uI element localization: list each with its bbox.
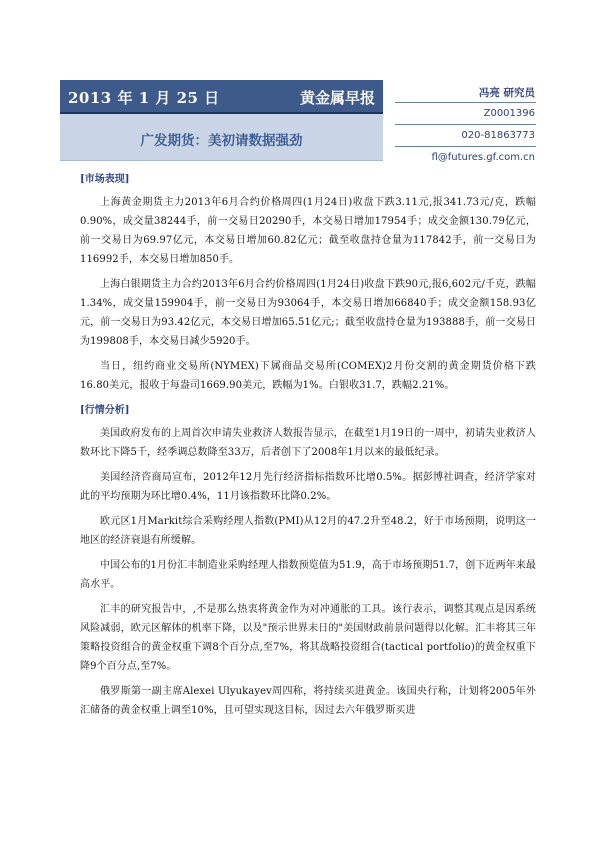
paragraph: 上海白银期货主力合约2013年6月合约价格周四(1月24日)收盘下跌90元,报6,602元/千克，跌幅1.34%，成交量159904手，前一交易日为93064手，本交易日增加66840手；成交金额158.93亿元，前一交易日为93.42亿元，本交易日增加65.51亿元;；截至收盘持仓量为193888手，前一交易日为199808手，本交易日减少5920手。 bbox=[80, 279, 536, 347]
author-divider bbox=[395, 124, 536, 125]
report-body bbox=[80, 170, 536, 726]
report-header-bar bbox=[60, 80, 383, 114]
author-name: 冯亮 研究员 bbox=[478, 87, 535, 99]
author-license-code: Z0001396 bbox=[483, 108, 535, 119]
paragraph: 美国经济咨商局宣布，2012年12月先行经济指标指数环比增0.5%。据彭博社调查，经济学家对此的平均预期为环比增0.4%，11月该指数环比降0.2%。 bbox=[80, 472, 536, 502]
paragraph: 上海黄金期货主力2013年6月合约价格周四(1月24日)收盘下跌3.11元,报341.73元/克，跌幅0.90%，成交量38244手，前一交易日20290手，本交易日增加17954手；成交金额130.79亿元，前一交易日为69.97亿元，本交易日增加60.82亿元；截至收盘持仓量为117842手，前一交易日为116992手，本交易日增加850手。 bbox=[80, 197, 536, 265]
author-phone: 020-81863773 bbox=[461, 130, 535, 141]
section-heading-market: [市场表现] bbox=[80, 174, 130, 185]
report-type: 黄金属早报 bbox=[299, 89, 375, 107]
paragraph: 汇丰的研究报告中，,不是那么热衷将黄金作为对冲通胀的工具。该行表示，调整其观点是因系统风险减弱，欧元区解体的机率下降，以及"预示世界末日的"美国财政前景问题得以化解。汇丰将其三年策略投资组合的黄金权重下调8个百分点,至7%，将其战略投资组合(tactical portfolio)的黄金权重下降9个百分点,至7%。 bbox=[80, 604, 536, 672]
paragraph: 美国政府发布的上周首次申请失业救济人数报告显示，在截至1月19日的一周中，初请失业救济人数环比下降5千，经季调总数降至33万，后者创下了2008年1月以来的最低纪录。 bbox=[80, 428, 536, 458]
report-title-box bbox=[60, 114, 383, 161]
report-date: 2013 年 1 月 25 日 bbox=[68, 89, 220, 107]
author-divider bbox=[395, 146, 536, 147]
report-title: 广发期货：美初请数据强劲 bbox=[140, 133, 303, 149]
author-email[interactable]: fl@futures.gf.com.cn bbox=[431, 152, 535, 163]
paragraph: 当日，纽约商业交易所(NYMEX)下属商品交易所(COMEX)2月份交割的黄金期货价格下跌16.80美元，报收于每盎司1669.90美元，跌幅为1%。白银收31.7，跌幅2.21%。 bbox=[80, 361, 536, 391]
paragraph: 欧元区1月Markit综合采购经理人指数(PMI)从12月的47.2升至48.2，好于市场预期，说明这一地区的经济衰退有所缓解。 bbox=[80, 516, 536, 546]
author-divider bbox=[395, 102, 536, 103]
paragraph: 俄罗斯第一副主席Alexei Ulyukayev周四称，将持续买进黄金。该国央行称，计划将2005年外汇储备的黄金权重上调至10%，且可望实现这目标，因过去六年俄罗斯买进 bbox=[80, 686, 536, 716]
section-heading-analysis: [行情分析] bbox=[80, 405, 130, 416]
paragraph: 中国公布的1月份汇丰制造业采购经理人指数预览值为51.9，高于市场预期51.7，创下近两年来最高水平。 bbox=[80, 560, 536, 590]
